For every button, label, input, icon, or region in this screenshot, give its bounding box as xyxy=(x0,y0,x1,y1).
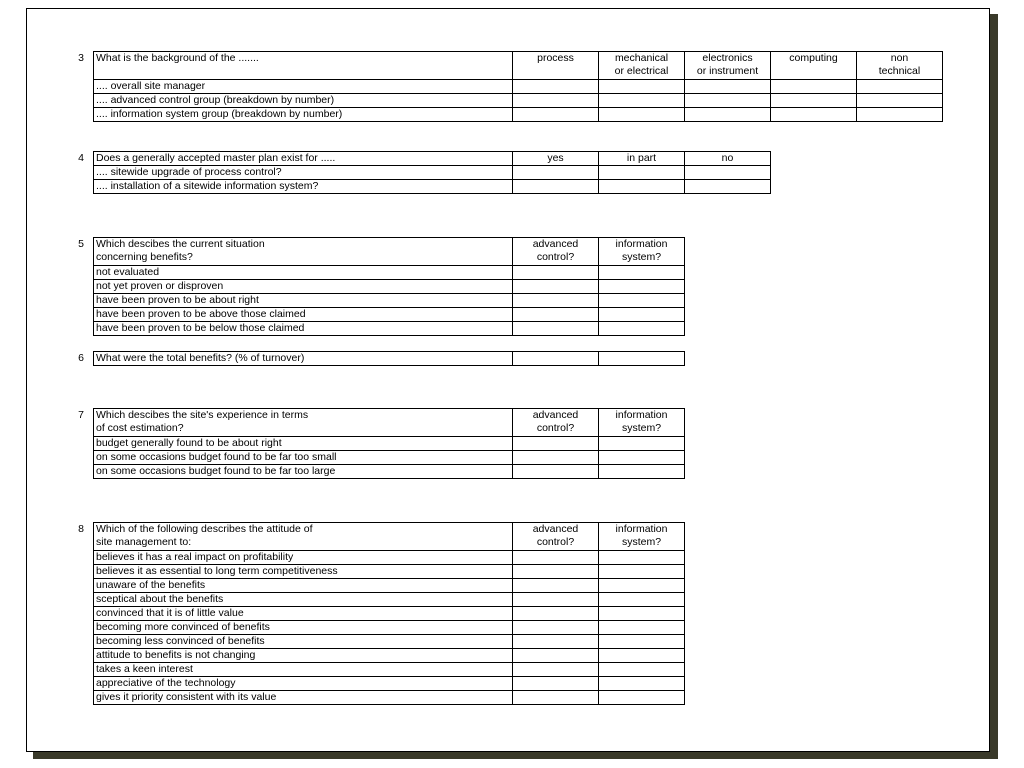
answer-cell[interactable] xyxy=(599,322,685,336)
row-label: attitude to benefits is not changing xyxy=(94,649,513,663)
option-header-line: control? xyxy=(536,536,575,548)
question-text xyxy=(94,238,513,266)
answer-cell[interactable] xyxy=(685,80,771,94)
answer-cell[interactable] xyxy=(513,565,599,579)
table-row xyxy=(94,108,943,122)
answer-cell[interactable] xyxy=(599,677,685,691)
row-label: not evaluated xyxy=(94,266,513,280)
row-label: convinced that it is of little value xyxy=(94,607,513,621)
answer-cell[interactable] xyxy=(513,266,599,280)
question-text-line: Which descibes the site's experience in terms xyxy=(96,409,309,421)
table-row xyxy=(94,565,685,579)
table-row xyxy=(94,266,685,280)
option-header xyxy=(599,409,685,437)
table-row xyxy=(94,621,685,635)
answer-cell[interactable] xyxy=(513,621,599,635)
answer-cell[interactable] xyxy=(513,280,599,294)
question-text xyxy=(94,523,513,551)
option-header xyxy=(513,409,599,437)
option-header-line: advanced xyxy=(532,523,579,535)
answer-cell[interactable] xyxy=(599,352,685,366)
answer-cell[interactable] xyxy=(513,166,599,180)
answer-cell[interactable] xyxy=(599,108,685,122)
table-row xyxy=(94,180,771,194)
row-label: unaware of the benefits xyxy=(94,579,513,593)
table-row xyxy=(94,649,685,663)
option-header-line: process xyxy=(537,52,574,64)
option-header-line: system? xyxy=(621,536,662,548)
question-text-line: Which of the following describes the attitude of xyxy=(96,523,313,535)
table-row xyxy=(94,294,685,308)
question-number: 7 xyxy=(78,409,84,421)
question-text-line: Does a generally accepted master plan exist for ..... xyxy=(96,152,336,164)
answer-cell[interactable] xyxy=(513,663,599,677)
answer-cell[interactable] xyxy=(599,465,685,479)
table-row xyxy=(94,663,685,677)
question-number: 3 xyxy=(78,52,84,64)
option-header-line: computing xyxy=(789,52,838,64)
table-row xyxy=(94,280,685,294)
answer-cell[interactable] xyxy=(599,663,685,677)
question-number: 6 xyxy=(78,352,84,364)
answer-cell[interactable] xyxy=(771,108,857,122)
table-row xyxy=(94,308,685,322)
answer-cell[interactable] xyxy=(513,322,599,336)
question-text-line: of cost estimation? xyxy=(96,422,184,434)
table-row xyxy=(94,451,685,465)
answer-cell[interactable] xyxy=(599,451,685,465)
answer-cell[interactable] xyxy=(513,108,599,122)
answer-cell[interactable] xyxy=(599,437,685,451)
row-label: .... overall site manager xyxy=(94,80,513,94)
table-row xyxy=(94,579,685,593)
answer-cell[interactable] xyxy=(513,80,599,94)
answer-cell[interactable] xyxy=(599,308,685,322)
option-header xyxy=(513,152,599,166)
row-label: have been proven to be about right xyxy=(94,294,513,308)
table-row xyxy=(94,94,943,108)
table-row xyxy=(94,607,685,621)
answer-cell[interactable] xyxy=(513,607,599,621)
row-label: becoming more convinced of benefits xyxy=(94,621,513,635)
answer-cell[interactable] xyxy=(685,166,771,180)
answer-cell[interactable] xyxy=(599,691,685,705)
option-header-line: or instrument xyxy=(696,65,759,77)
answer-cell[interactable] xyxy=(599,294,685,308)
table-row xyxy=(94,593,685,607)
option-header xyxy=(513,52,599,80)
option-header-line: no xyxy=(721,152,734,164)
answer-cell[interactable] xyxy=(513,593,599,607)
option-header-line: electronics xyxy=(702,52,753,64)
question-table xyxy=(93,408,685,479)
option-header-line: mechanical xyxy=(614,52,669,64)
option-header xyxy=(685,52,771,80)
option-header-line: system? xyxy=(621,251,662,263)
answer-cell[interactable] xyxy=(513,308,599,322)
option-header-line: advanced xyxy=(532,409,579,421)
question-table xyxy=(93,237,685,336)
option-header xyxy=(599,52,685,80)
answer-cell[interactable] xyxy=(685,94,771,108)
answer-cell[interactable] xyxy=(857,108,943,122)
question-table xyxy=(93,351,685,366)
option-header xyxy=(513,523,599,551)
answer-cell[interactable] xyxy=(599,94,685,108)
option-header-line: system? xyxy=(621,422,662,434)
option-header xyxy=(599,523,685,551)
answer-cell[interactable] xyxy=(599,593,685,607)
row-label: not yet proven or disproven xyxy=(94,280,513,294)
table-row xyxy=(94,322,685,336)
row-label: have been proven to be below those claimed xyxy=(94,322,513,336)
answer-cell[interactable] xyxy=(599,180,685,194)
question-text xyxy=(94,352,513,366)
row-label: .... sitewide upgrade of process control? xyxy=(94,166,513,180)
table-row xyxy=(94,80,943,94)
option-header-line: or electrical xyxy=(614,65,669,77)
row-label: believes it has a real impact on profitability xyxy=(94,551,513,565)
question-text xyxy=(94,152,513,166)
option-header xyxy=(857,52,943,80)
row-label: believes it as essential to long term competitiveness xyxy=(94,565,513,579)
row-label: sceptical about the benefits xyxy=(94,593,513,607)
row-label: .... installation of a sitewide information system? xyxy=(94,180,513,194)
question-number: 5 xyxy=(78,238,84,250)
row-label: appreciative of the technology xyxy=(94,677,513,691)
answer-cell[interactable] xyxy=(599,280,685,294)
answer-cell[interactable] xyxy=(599,607,685,621)
answer-cell[interactable] xyxy=(771,80,857,94)
question-text-line: What were the total benefits? (% of turnover) xyxy=(96,352,305,364)
table-row xyxy=(94,551,685,565)
row-label: .... information system group (breakdown by number) xyxy=(94,108,513,122)
row-label: gives it priority consistent with its value xyxy=(94,691,513,705)
row-label: on some occasions budget found to be far too small xyxy=(94,451,513,465)
option-header-line: yes xyxy=(547,152,564,164)
question-text-line: concerning benefits? xyxy=(96,251,193,263)
table-row xyxy=(94,677,685,691)
row-label: budget generally found to be about right xyxy=(94,437,513,451)
answer-cell[interactable] xyxy=(599,621,685,635)
option-header-line: information xyxy=(615,409,668,421)
answer-cell[interactable] xyxy=(599,166,685,180)
answer-cell[interactable] xyxy=(599,649,685,663)
row-label: .... advanced control group (breakdown by number) xyxy=(94,94,513,108)
table-row xyxy=(94,465,685,479)
option-header-line: information xyxy=(615,523,668,535)
question-table xyxy=(93,151,771,194)
answer-cell[interactable] xyxy=(599,80,685,94)
option-header-line: advanced xyxy=(532,238,579,250)
question-text xyxy=(94,52,513,80)
answer-cell[interactable] xyxy=(513,180,599,194)
option-header xyxy=(771,52,857,80)
answer-cell[interactable] xyxy=(513,635,599,649)
answer-cell[interactable] xyxy=(513,649,599,663)
question-text-line: What is the background of the ....... xyxy=(96,52,259,64)
option-header-line: in part xyxy=(626,152,657,164)
answer-cell[interactable] xyxy=(513,94,599,108)
question-number: 8 xyxy=(78,523,84,535)
table-row xyxy=(94,166,771,180)
answer-cell[interactable] xyxy=(513,294,599,308)
option-header-line: control? xyxy=(536,422,575,434)
option-header xyxy=(599,152,685,166)
question-table xyxy=(93,522,685,705)
answer-cell[interactable] xyxy=(685,180,771,194)
question-text-line: site management to: xyxy=(96,536,192,548)
answer-cell[interactable] xyxy=(513,551,599,565)
row-label: have been proven to be above those claimed xyxy=(94,308,513,322)
option-header-line: non xyxy=(890,52,909,64)
option-header-line: information xyxy=(615,238,668,250)
table-row xyxy=(94,691,685,705)
option-header xyxy=(685,152,771,166)
table-row xyxy=(94,437,685,451)
option-header xyxy=(599,238,685,266)
answer-cell[interactable] xyxy=(857,80,943,94)
answer-cell[interactable] xyxy=(513,352,599,366)
answer-cell[interactable] xyxy=(685,108,771,122)
answer-cell[interactable] xyxy=(771,94,857,108)
answer-cell[interactable] xyxy=(599,565,685,579)
answer-cell[interactable] xyxy=(599,551,685,565)
answer-cell[interactable] xyxy=(513,691,599,705)
answer-cell[interactable] xyxy=(513,465,599,479)
option-header-line: control? xyxy=(536,251,575,263)
row-label: on some occasions budget found to be far too large xyxy=(94,465,513,479)
answer-cell[interactable] xyxy=(513,677,599,691)
question-number: 4 xyxy=(78,152,84,164)
answer-cell[interactable] xyxy=(513,437,599,451)
answer-cell[interactable] xyxy=(599,635,685,649)
row-label: becoming less convinced of benefits xyxy=(94,635,513,649)
answer-cell[interactable] xyxy=(857,94,943,108)
option-header-line: technical xyxy=(878,65,921,77)
answer-cell[interactable] xyxy=(513,579,599,593)
answer-cell[interactable] xyxy=(513,451,599,465)
answer-cell[interactable] xyxy=(599,266,685,280)
answer-cell[interactable] xyxy=(599,579,685,593)
question-text xyxy=(94,409,513,437)
option-header xyxy=(513,238,599,266)
table-row xyxy=(94,635,685,649)
question-text-line: Which descibes the current situation xyxy=(96,238,265,250)
row-label: takes a keen interest xyxy=(94,663,513,677)
question-table xyxy=(93,51,943,122)
